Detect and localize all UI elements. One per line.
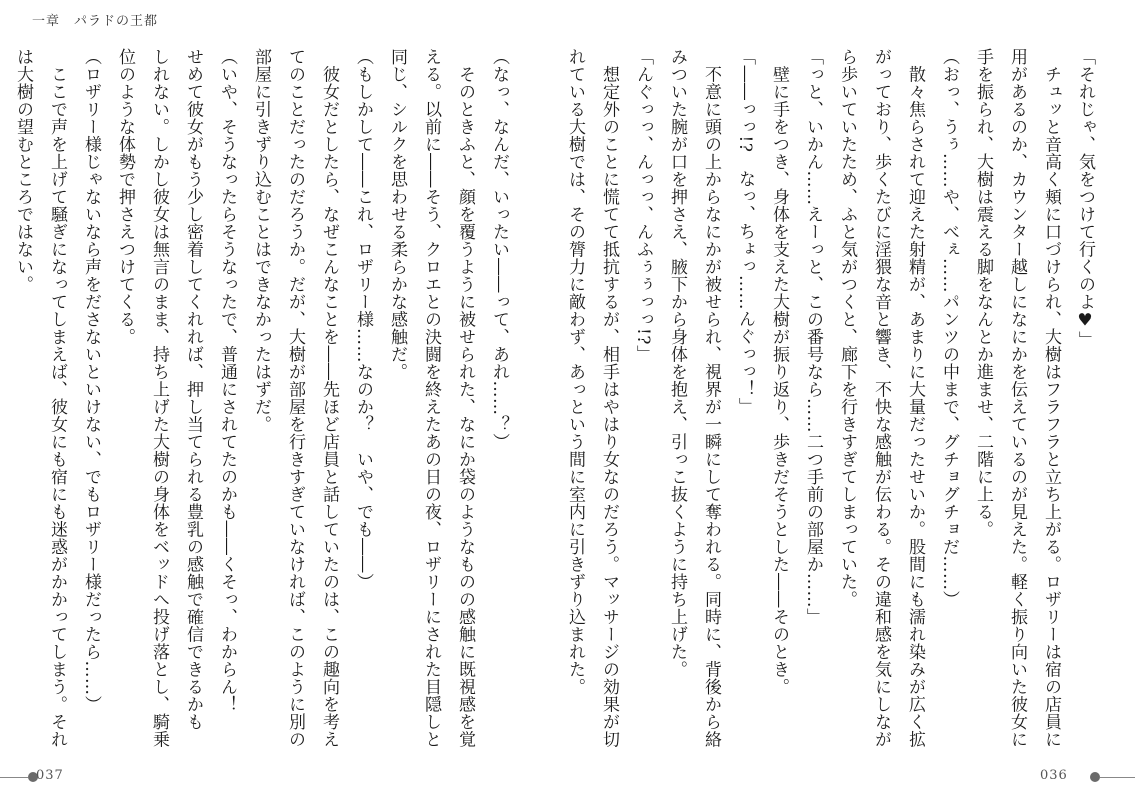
left-page [13, 48, 512, 760]
text-line: （ロザリー様じゃないなら声をださないといけない、でもロザリー様だったら……） [81, 48, 101, 713]
text-line: 「っと、いかん……えーっと、この番号なら……二つ手前の部屋か……」 [803, 48, 823, 626]
text-line: 「んぐっっ、んっっ、んふぅぅっっ!?」 [633, 48, 653, 363]
text-line: そのときふと、顔を覆うように被せられた、なにか袋のようなものの感触に既視感を覚 [455, 48, 475, 748]
text-line: 想定外のことに慌てて抵抗するが、相手はやはり女なのだろう。マッサージの効果が切 [599, 48, 619, 748]
text-line: 手を振られ、大樹は震える脚をなんとか進ませ、二階に上る。 [973, 48, 993, 538]
text-line: 彼女だとしたら、なぜこんなことを――先ほど店員と話していたのは、この趣向を考え [319, 48, 339, 748]
footer-rule-right [1100, 777, 1135, 778]
text-line: は大樹の望むところではない。 [13, 48, 33, 293]
text-line [0, 48, 2, 760]
text-line: 散々焦らされて迎えた射精が、あまりに大量だったせいか。股間にも濡れ染みが広く拡 [905, 48, 925, 748]
text-line: れている大樹では、その膂力に敵わず、あっという間に室内に引きずり込まれた。 [565, 48, 585, 696]
text-line: （もしかして――これ、ロザリー様……なのか？ いや、でも――） [353, 48, 373, 591]
text-line: （なっ、なんだ、いったい――って、あれ……？） [489, 48, 509, 451]
page-number-left: 037 [36, 768, 64, 783]
text-line: チュッと音高く頬に口づけられ、大樹はフラフラと立ち上がる。ロザリーは宿の店員に [1041, 48, 1061, 748]
text-line: 「――っっ!? なっ、ちょっ……んぐっっ！」 [735, 48, 755, 415]
text-line: （いや、そうなったらそうなったで、普通にされてたのかも――くそっ、わからん！ [217, 48, 237, 713]
text-line: 壁に手をつき、身体を支えた大樹が振り返り、歩きだそうとした――そのとき。 [769, 48, 789, 696]
text-line: 不意に頭の上からなにかが被せられ、視界が一瞬にして奪われる。同時に、背後から絡 [701, 48, 721, 748]
text-line: 部屋に引きずり込むことはできなかったはずだ。 [251, 48, 271, 433]
text-line: みついた腕が口を押さえ、腋下から身体を抱え、引っこ抜くように持ち上げた。 [667, 48, 687, 678]
text-line: ここで声を上げて騒ぎになってしまえば、彼女にも宿にも迷惑がかかってしまう。それ [47, 48, 67, 748]
text-line: 「それじゃ、気をつけて行くのよ♥」 [1075, 48, 1095, 349]
text-line: 用があるのか、カウンター越しになにかを伝えているのが見えた。軽く振り向いた彼女に [1007, 48, 1027, 748]
right-page-text [562, 48, 1098, 760]
text-line: える。以前に――そう、クロエとの決闘を終えたあの日の夜、ロザリーにされた目隠しと [421, 48, 441, 748]
text-line: 同じ、シルクを思わせる柔らかな感触だ。 [387, 48, 407, 381]
text-line: ら歩いていたため、ふと気がつくと、廊下を行きすぎてしまっていた。 [837, 48, 857, 608]
page-number-right: 036 [1040, 768, 1068, 783]
folio-dot-icon [1090, 772, 1100, 782]
text-line: 位のような体勢で押さえつけてくる。 [115, 48, 135, 346]
text-line: てのことだったのだろうか。だが、大樹が部屋を行きすぎていなければ、このように別の [285, 48, 305, 748]
left-page-text [0, 48, 512, 760]
text-line: しれない。しかし彼女は無言のまま、持ち上げた大樹の身体をベッドへ投げ落とし、騎乗 [149, 48, 169, 748]
text-line: せめて彼女がもう少し密着してくれれば、押し当てられる豊乳の感触で確信できるかも [183, 48, 203, 731]
right-page [565, 48, 1098, 760]
footer-rule-left [0, 777, 28, 778]
text-line: （おっ、うぅ……や、べぇ……パンツの中まで、グチョグチョだ……） [939, 48, 959, 608]
running-head: 一章 パラドの王都 [32, 14, 159, 29]
text-line: がっており、歩くたびに淫猥な音と響き、不快な感触が伝わる。その違和感を気にしなが [871, 48, 891, 748]
